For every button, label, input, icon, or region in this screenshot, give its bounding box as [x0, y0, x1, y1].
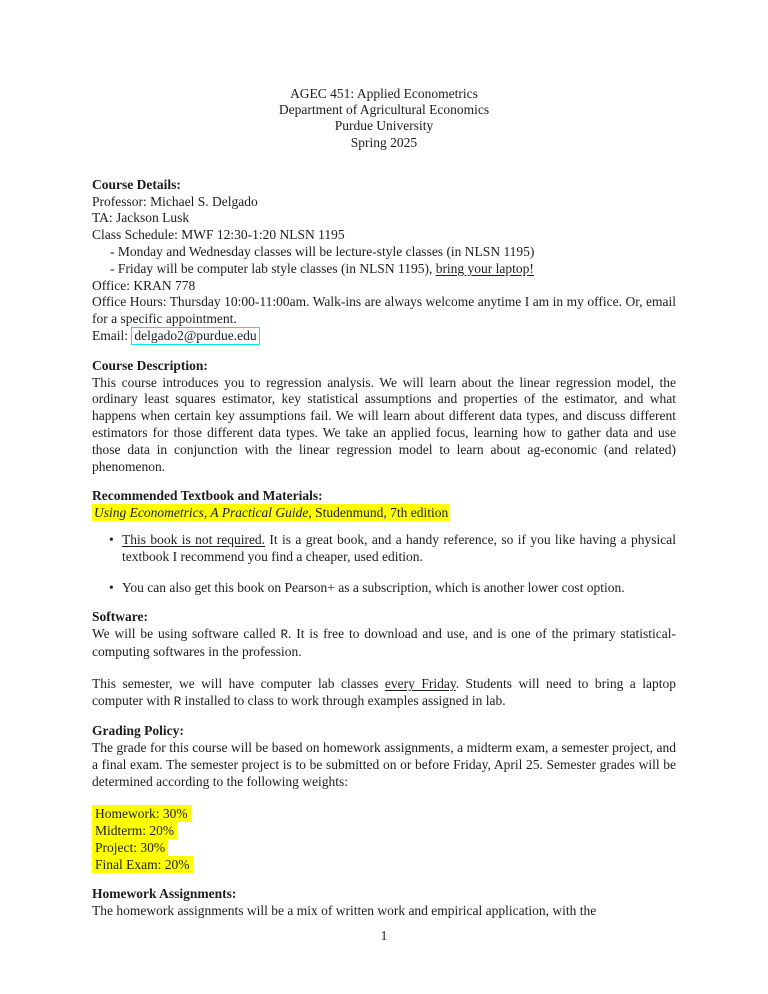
section-homework — [92, 886, 676, 920]
textbook-title-line — [92, 505, 676, 522]
software-p2-rest: installed to class to work through examples assigned in lab. — [181, 692, 506, 708]
weight-project-label: Project: 30% — [92, 839, 168, 856]
weight-homework — [92, 805, 676, 822]
email-label: Email: — [92, 327, 132, 343]
r-software-code: R — [280, 628, 288, 643]
department-line: Department of Agricultural Economics — [278, 102, 490, 118]
course-details-heading: Course Details: — [92, 176, 181, 192]
grading-weights — [92, 805, 676, 874]
ta-line: TA: Jackson Lusk — [92, 210, 190, 226]
section-course-details — [92, 177, 676, 345]
weight-project — [92, 839, 676, 856]
software-paragraph-1 — [92, 626, 676, 661]
r-software-code-2: R — [173, 694, 182, 709]
weight-homework-label: Homework: 30% — [92, 805, 191, 822]
software-p1-pre: We will be using software called — [92, 626, 281, 642]
semester-line: Spring 2025 — [350, 134, 418, 150]
textbook-heading: Recommended Textbook and Materials: — [92, 488, 323, 504]
schedule-item-mw: - Monday and Wednesday classes will be lecture-style classes (in NLSN 1195) — [110, 244, 535, 259]
weight-final-exam-label: Final Exam: 20% — [92, 856, 193, 873]
weight-final-exam — [92, 856, 676, 873]
email-line — [92, 328, 676, 345]
course-title: AGEC 451: Applied Econometrics — [290, 86, 478, 101]
textbook-bullet-list — [92, 532, 676, 596]
homework-heading: Homework Assignments: — [92, 886, 237, 902]
bring-laptop-underlined: bring your laptop! — [435, 260, 534, 276]
document-title-block — [92, 86, 676, 151]
schedule-item-friday-text: - Friday will be computer lab style classes (in NLSN 1195), — [110, 260, 436, 276]
office-line: Office: KRAN 778 — [92, 277, 196, 293]
grading-heading: Grading Policy: — [92, 723, 184, 739]
software-p2-pre: This semester, we will have computer lab classes — [92, 675, 385, 691]
textbook-bullet-1 — [122, 532, 676, 566]
schedule-line: Class Schedule: MWF 12:30-1:20 NLSN 1195 — [92, 227, 345, 243]
textbook-title-italic: Using Econometrics, A Practical Guide — [94, 505, 309, 521]
course-description-body: This course introduces you to regression analysis. We will learn about the linear regression model, the ordinary least squares estimator, key statistical assumptions and properties of the estimator, and what happens when certain key assumptions fail. We will learn about different data types, and discuss different estimators for those different data types. We take an applied focus, learning how to gather data and use those data in conjunction with the linear regression model to learn about ag-economic (and related) phenomenon. — [92, 374, 676, 474]
weight-midterm — [92, 822, 676, 839]
professor-line: Professor: Michael S. Delgado — [92, 193, 258, 209]
weight-midterm-label: Midterm: 20% — [92, 822, 177, 839]
software-heading: Software: — [92, 609, 148, 625]
every-friday-underlined: every Friday — [384, 675, 456, 691]
not-required-underlined: This book is not required. — [122, 531, 266, 547]
schedule-item-friday — [92, 261, 676, 278]
university-line: Purdue University — [334, 118, 434, 134]
section-course-description — [92, 358, 676, 476]
grading-body: The grade for this course will be based on homework assignments, a midterm exam, a semester project, and a final exam. The semester project is to be submitted on or before Friday, April 25. Semester grades will be determined according to the following weights: — [92, 740, 676, 789]
page-number: 1 — [380, 928, 388, 943]
course-description-heading: Course Description: — [92, 357, 208, 373]
textbook-bullet-2: • You can also get this book on Pearson+ as a subscription, which is another lower cost option. — [122, 580, 676, 597]
section-textbook — [92, 488, 676, 596]
homework-body: The homework assignments will be a mix of written work and empirical application, with the — [92, 903, 597, 919]
software-p2-mid: . Students will need to bring a laptop computer with — [92, 675, 676, 708]
office-hours-line: Office Hours: Thursday 10:00-11:00am. Walk-ins are always welcome anytime I am in my office. Or, email for a specific appointment. — [92, 294, 676, 327]
section-grading — [92, 723, 676, 873]
section-software — [92, 609, 676, 710]
software-paragraph-2 — [92, 676, 676, 711]
email-link[interactable]: delgado2@purdue.edu — [131, 327, 259, 345]
software-p1-rest: . It is free to download and use, and is one of the primary statistical-computing softwares in the profession. — [92, 626, 676, 659]
textbook-bullet-1-rest: It is a great book, and a handy reference, so if you like having a physical textbook I recommend you find a cheaper, used edition. — [122, 531, 676, 564]
textbook-title-rest: , Studenmund, 7th edition — [308, 505, 449, 521]
